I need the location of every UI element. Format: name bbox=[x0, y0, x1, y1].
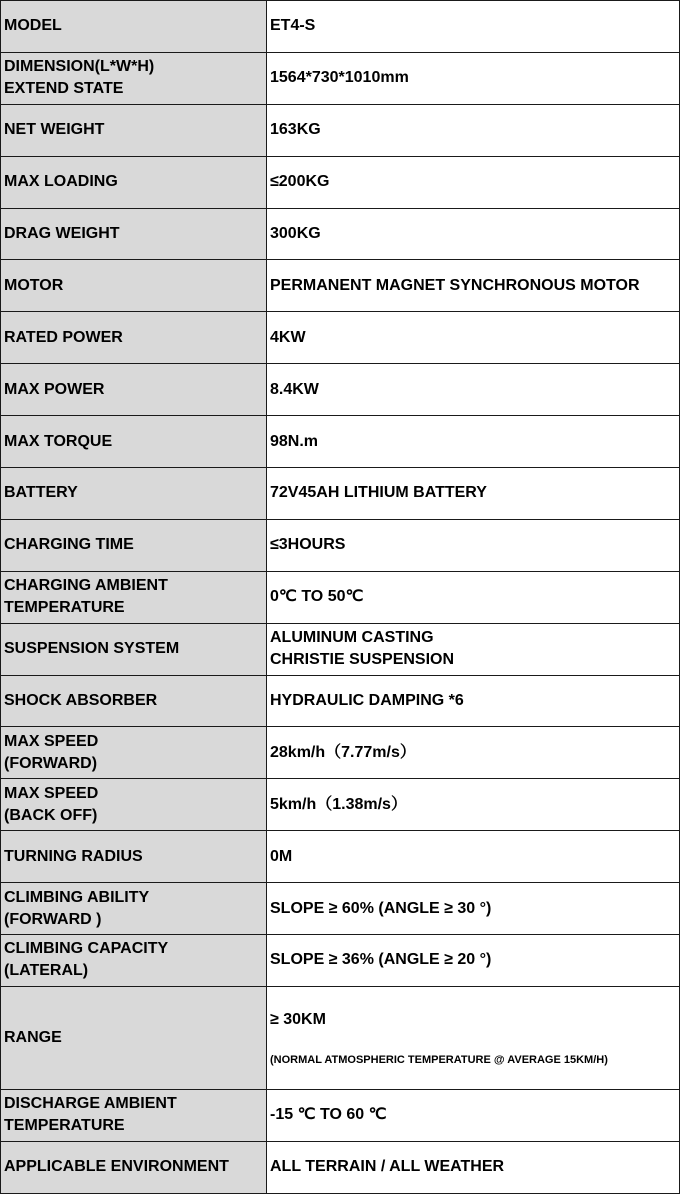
spec-row bbox=[1, 260, 680, 312]
spec-label: RATED POWER bbox=[1, 312, 267, 364]
spec-label: CHARGING TIME bbox=[1, 519, 267, 571]
spec-label: MAX SPEED (BACK OFF) bbox=[1, 779, 267, 831]
spec-row bbox=[1, 831, 680, 883]
spec-row bbox=[1, 727, 680, 779]
spec-label: DIMENSION(L*W*H) EXTEND STATE bbox=[1, 52, 267, 104]
spec-value: 0℃ TO 50℃ bbox=[267, 571, 680, 623]
spec-row bbox=[1, 1, 680, 53]
spec-label: SUSPENSION SYSTEM bbox=[1, 623, 267, 675]
spec-value: 5km/h（1.38m/s） bbox=[267, 779, 680, 831]
spec-value: 72V45AH LITHIUM BATTERY bbox=[267, 468, 680, 520]
spec-value: ET4-S bbox=[267, 1, 680, 53]
range-value: ≥ 30KM bbox=[270, 1010, 326, 1028]
spec-value: 1564*730*1010mm bbox=[267, 52, 680, 104]
spec-row bbox=[1, 935, 680, 987]
spec-label: APPLICABLE ENVIRONMENT bbox=[1, 1141, 267, 1193]
spec-row bbox=[1, 1141, 680, 1193]
spec-label: TURNING RADIUS bbox=[1, 831, 267, 883]
spec-value: ALL TERRAIN / ALL WEATHER bbox=[267, 1141, 680, 1193]
spec-value: 0M bbox=[267, 831, 680, 883]
spec-row bbox=[1, 1089, 680, 1141]
spec-label: MAX POWER bbox=[1, 364, 267, 416]
range-note: (NORMAL ATMOSPHERIC TEMPERATURE @ AVERAGE 15KM/H) bbox=[270, 1053, 608, 1066]
spec-label: NET WEIGHT bbox=[1, 104, 267, 156]
spec-label: MODEL bbox=[1, 1, 267, 53]
spec-label: CLIMBING CAPACITY (LATERAL) bbox=[1, 935, 267, 987]
spec-label: DRAG WEIGHT bbox=[1, 208, 267, 260]
spec-value: HYDRAULIC DAMPING *6 bbox=[267, 675, 680, 727]
spec-row bbox=[1, 571, 680, 623]
spec-row bbox=[1, 364, 680, 416]
spec-row bbox=[1, 675, 680, 727]
spec-row bbox=[1, 779, 680, 831]
spec-value: 163KG bbox=[267, 104, 680, 156]
spec-label: DISCHARGE AMBIENT TEMPERATURE bbox=[1, 1089, 267, 1141]
spec-value: ≤3HOURS bbox=[267, 519, 680, 571]
spec-label: MAX LOADING bbox=[1, 156, 267, 208]
spec-value: -15 ℃ TO 60 ℃ bbox=[267, 1089, 680, 1141]
spec-row bbox=[1, 416, 680, 468]
spec-label: MAX SPEED (FORWARD) bbox=[1, 727, 267, 779]
spec-row bbox=[1, 986, 680, 1089]
spec-row bbox=[1, 623, 680, 675]
spec-table-body bbox=[1, 1, 680, 1194]
spec-label: MAX TORQUE bbox=[1, 416, 267, 468]
spec-value: 4KW bbox=[267, 312, 680, 364]
spec-row bbox=[1, 104, 680, 156]
spec-label: CHARGING AMBIENT TEMPERATURE bbox=[1, 571, 267, 623]
spec-value: 8.4KW bbox=[267, 364, 680, 416]
spec-label: MOTOR bbox=[1, 260, 267, 312]
spec-value: ≤200KG bbox=[267, 156, 680, 208]
spec-value: SLOPE ≥ 36% (ANGLE ≥ 20 °) bbox=[267, 935, 680, 987]
spec-row bbox=[1, 312, 680, 364]
spec-value-range bbox=[267, 986, 680, 1089]
spec-label: CLIMBING ABILITY (FORWARD ) bbox=[1, 883, 267, 935]
spec-label: RANGE bbox=[1, 986, 267, 1089]
spec-value: PERMANENT MAGNET SYNCHRONOUS MOTOR bbox=[267, 260, 680, 312]
spec-row bbox=[1, 52, 680, 104]
spec-row bbox=[1, 208, 680, 260]
spec-row bbox=[1, 468, 680, 520]
spec-value: 300KG bbox=[267, 208, 680, 260]
spec-value: ALUMINUM CASTING CHRISTIE SUSPENSION bbox=[267, 623, 680, 675]
spec-row bbox=[1, 519, 680, 571]
spec-value: SLOPE ≥ 60% (ANGLE ≥ 30 °) bbox=[267, 883, 680, 935]
spec-row bbox=[1, 883, 680, 935]
spec-label: SHOCK ABSORBER bbox=[1, 675, 267, 727]
spec-row bbox=[1, 156, 680, 208]
spec-label: BATTERY bbox=[1, 468, 267, 520]
spec-value: 28km/h（7.77m/s） bbox=[267, 727, 680, 779]
spec-value: 98N.m bbox=[267, 416, 680, 468]
